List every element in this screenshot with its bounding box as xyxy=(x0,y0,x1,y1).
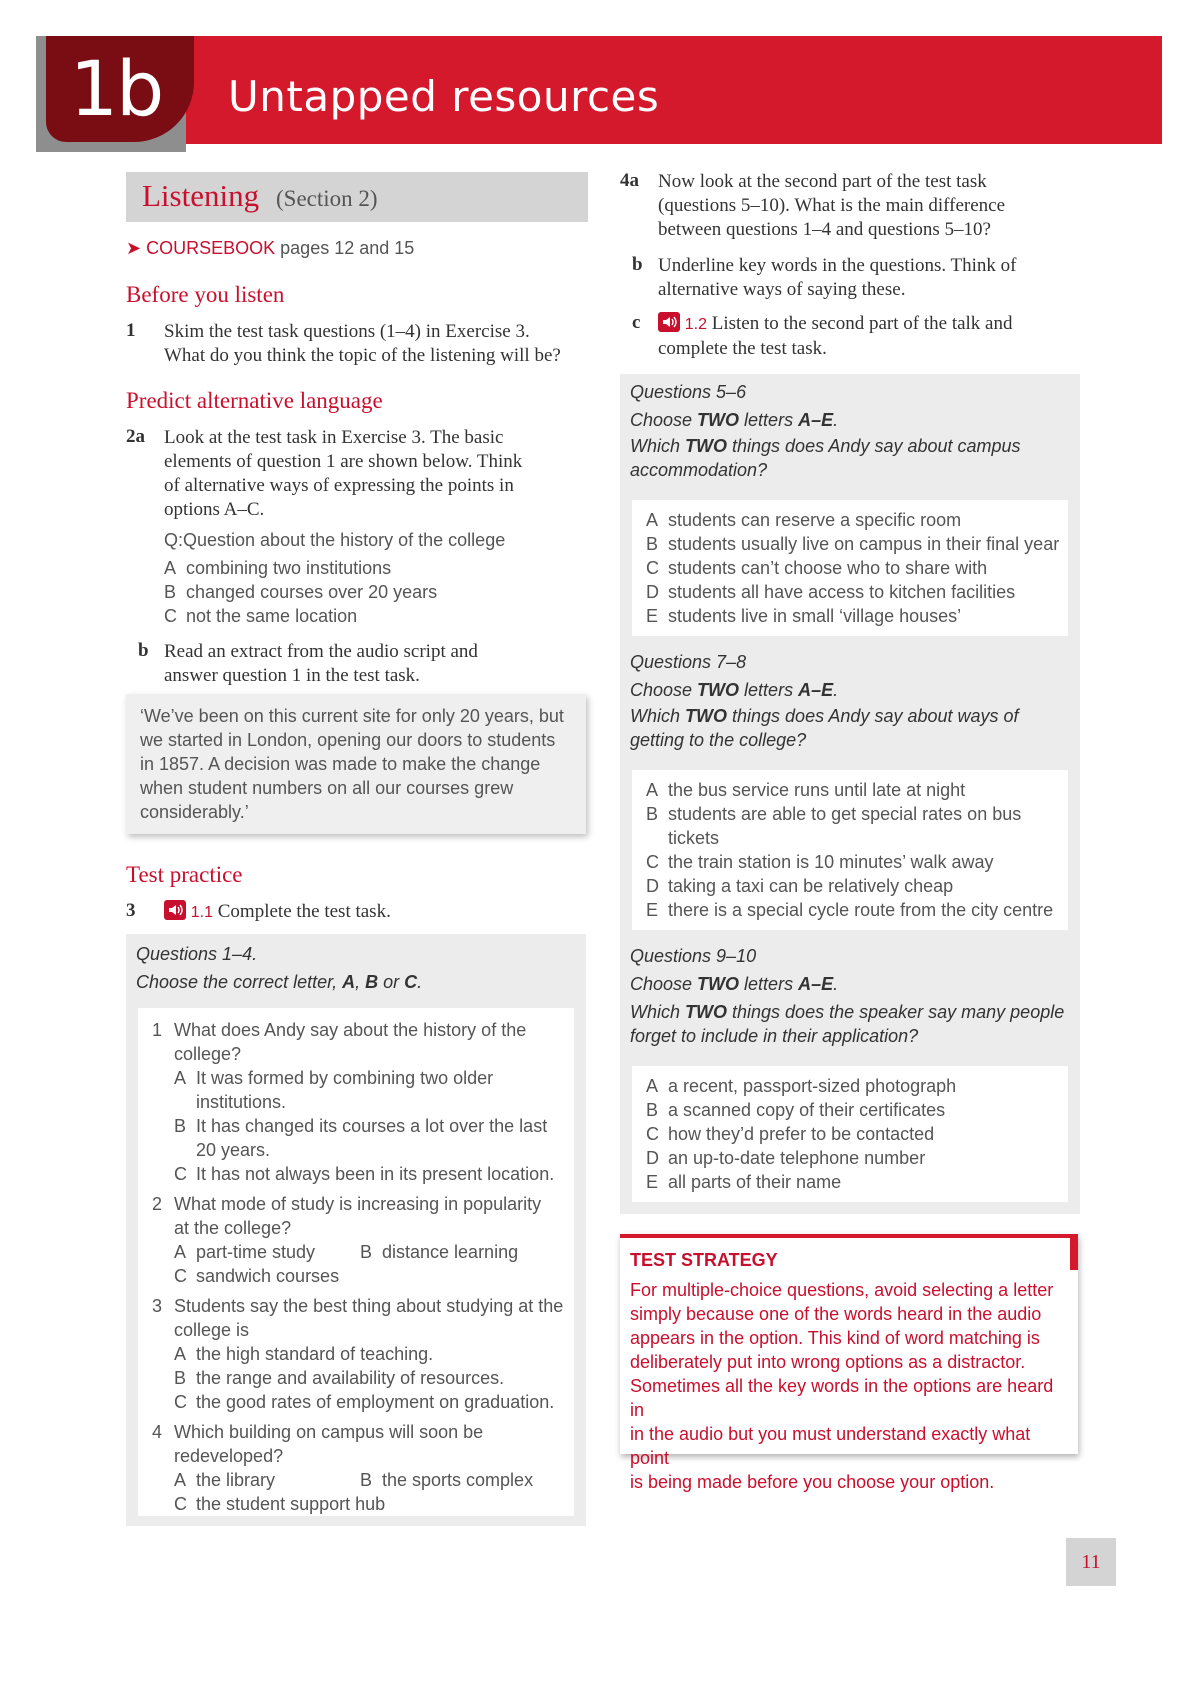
arrow-icon: ➤ xyxy=(126,238,142,258)
question-text: at the college? xyxy=(174,1218,292,1238)
text: . xyxy=(417,972,423,992)
option xyxy=(646,778,965,802)
option-letter: A xyxy=(646,780,659,800)
letter: A xyxy=(342,972,356,992)
question-prompt: Q:Question about the history of the college xyxy=(164,530,506,550)
question-text: redeveloped? xyxy=(174,1446,284,1466)
text: . xyxy=(833,974,839,994)
option-text: distance learning xyxy=(382,1242,519,1262)
option-text: students can’t choose who to share with xyxy=(668,558,988,578)
option-text: a scanned copy of their certificates xyxy=(668,1100,946,1120)
option xyxy=(646,1170,841,1194)
heading-test-practice: Test practice xyxy=(126,862,243,887)
text: . xyxy=(833,410,839,430)
unit-badge xyxy=(46,36,194,142)
options-5-6-box xyxy=(632,500,1068,636)
option-letter: B xyxy=(174,1116,187,1136)
line: considerably.’ xyxy=(140,802,249,822)
question-text: college is xyxy=(174,1320,250,1340)
extract-text xyxy=(140,704,580,824)
option-text: sandwich courses xyxy=(196,1266,340,1286)
questions-instruction xyxy=(136,968,422,996)
option-letter: C xyxy=(174,1494,187,1514)
option xyxy=(646,1098,945,1122)
questions-prompt xyxy=(630,1000,1064,1048)
option-text: the high standard of teaching. xyxy=(196,1344,434,1364)
text: or xyxy=(378,972,405,992)
line: accommodation? xyxy=(630,460,768,480)
emphasis: TWO xyxy=(697,974,740,994)
strategy-text xyxy=(630,1278,1070,1494)
text: . xyxy=(833,680,839,700)
option-text: the bus service runs until late at night xyxy=(668,780,966,800)
line xyxy=(630,434,1021,458)
option-letter: A xyxy=(646,510,659,530)
questions-heading: Questions 7–8 xyxy=(630,652,747,672)
option-letter: E xyxy=(646,606,659,626)
line: Look at the test task in Exercise 3. The basic xyxy=(164,427,504,448)
option-text: tickets xyxy=(668,828,720,848)
option-text: the train station is 10 minutes’ walk away xyxy=(668,852,994,872)
questions-instruction xyxy=(630,970,838,998)
emphasis: A–E xyxy=(798,680,834,700)
line: getting to the college? xyxy=(630,730,807,750)
option-text: the good rates of employment on graduation. xyxy=(196,1392,555,1412)
option-text: It was formed by combining two older xyxy=(196,1068,494,1088)
line: in 1857. A decision was made to make the change xyxy=(140,754,541,774)
option-letter: B xyxy=(174,1368,187,1388)
exercise-number: 2a xyxy=(126,426,145,447)
line: of alternative ways of expressing the points in xyxy=(164,475,514,496)
option-letter: C xyxy=(174,1164,187,1184)
option-letter: A xyxy=(174,1068,187,1088)
exercise-4b-text xyxy=(658,254,1017,302)
exercise-number: 1 xyxy=(126,320,136,341)
option-letter: A xyxy=(174,1242,187,1262)
line xyxy=(630,1000,1064,1024)
audio-track-number[interactable]: 1.2 xyxy=(684,316,707,333)
questions-1-4-panel xyxy=(126,934,586,1526)
page-title: Untapped resources xyxy=(228,72,660,121)
option-text: part-time study xyxy=(196,1242,316,1262)
option-letter: B xyxy=(646,804,659,824)
emphasis: TWO xyxy=(685,436,728,456)
text: things does the speaker say many people xyxy=(727,1002,1065,1022)
option-text: 20 years. xyxy=(196,1140,271,1160)
line: appears in the option. This kind of word matching is xyxy=(630,1328,1040,1348)
line: (questions 5–10). What is the main difference xyxy=(658,195,1006,216)
line: alternative ways of saying these. xyxy=(658,279,906,300)
text: Choose xyxy=(630,974,698,994)
option-letter: C xyxy=(646,1124,659,1144)
option xyxy=(646,898,1053,922)
line: in the audio but you must understand exactly what point xyxy=(630,1424,1031,1468)
option-text: there is a special cycle route from the city centre xyxy=(668,900,1054,920)
option-letter: B xyxy=(164,582,177,602)
option-text: combining two institutions xyxy=(186,558,392,578)
line xyxy=(658,312,1013,337)
option-text: taking a taxi can be relatively cheap xyxy=(668,876,954,896)
emphasis: A–E xyxy=(798,974,834,994)
option xyxy=(646,802,1021,826)
option xyxy=(646,580,1015,604)
audio-speaker-icon[interactable] xyxy=(658,312,680,332)
exercise-number: 3 xyxy=(126,900,136,921)
text: letters xyxy=(739,410,799,430)
text: letters xyxy=(739,974,799,994)
option-text: students live in small ‘village houses’ xyxy=(668,606,962,626)
heading-before-you-listen: Before you listen xyxy=(126,282,285,307)
option-text: students are able to get special rates on bus xyxy=(668,804,1022,824)
instruction-text: Complete the test task. xyxy=(217,901,391,922)
questions-instruction xyxy=(630,406,838,434)
option-text: institutions. xyxy=(196,1092,287,1112)
line: Underline key words in the questions. Think of xyxy=(658,255,1017,276)
line: Now look at the second part of the test task xyxy=(658,171,987,192)
questions-heading: Questions 5–6 xyxy=(630,382,747,402)
questions-instruction xyxy=(630,676,838,704)
text: Which xyxy=(630,1002,686,1022)
exercise-2b-text xyxy=(164,640,478,688)
option-letter: C xyxy=(646,558,659,578)
line: between questions 1–4 and questions 5–10? xyxy=(658,219,991,240)
option-text: the student support hub xyxy=(196,1494,386,1514)
option xyxy=(646,508,961,532)
option-text: It has not always been in its present location. xyxy=(196,1164,555,1184)
line: complete the test task. xyxy=(658,338,827,359)
option xyxy=(646,1074,956,1098)
questions-prompt xyxy=(630,434,1021,482)
exercise-2a-text xyxy=(164,426,522,522)
line xyxy=(630,704,1019,728)
option-list xyxy=(164,556,437,628)
line: For multiple-choice questions, avoid selecting a letter xyxy=(630,1280,1054,1300)
exercise-4c-text xyxy=(658,312,1013,361)
emphasis: TWO xyxy=(685,706,728,726)
question-text: What does Andy say about the history of the xyxy=(174,1020,527,1040)
test-strategy-box xyxy=(620,1234,1078,1492)
option-text: changed courses over 20 years xyxy=(186,582,438,602)
option xyxy=(646,1122,934,1146)
option-letter: B xyxy=(360,1242,373,1262)
options-9-10-box xyxy=(632,1066,1068,1202)
option-letter: B xyxy=(646,1100,659,1120)
line: forget to include in their application? xyxy=(630,1026,919,1046)
option-text: the library xyxy=(196,1470,276,1490)
text: Choose the correct letter, xyxy=(136,972,343,992)
unit-number: 1b xyxy=(69,44,163,133)
line: deliberately put into wrong options as a distractor. xyxy=(630,1352,1026,1372)
option xyxy=(646,850,994,874)
option-letter: A xyxy=(174,1470,187,1490)
questions-heading: Questions 1–4. xyxy=(136,944,258,964)
option-letter: E xyxy=(646,900,659,920)
option-letter: A xyxy=(174,1344,187,1364)
emphasis: TWO xyxy=(697,410,740,430)
option xyxy=(164,580,437,604)
heading-predict-alternative-language: Predict alternative language xyxy=(126,388,383,413)
questions-prompt xyxy=(630,704,1019,752)
line: Skim the test task questions (1–4) in Exercise 3. xyxy=(164,321,530,342)
text: , xyxy=(355,972,366,992)
section-banner xyxy=(126,172,588,222)
line: when student numbers on all our courses grew xyxy=(140,778,514,798)
letter: B xyxy=(365,972,379,992)
coursebook-pages: pages 12 and 15 xyxy=(280,238,415,258)
option xyxy=(164,604,437,628)
coursebook-link[interactable]: COURSEBOOK xyxy=(146,238,276,258)
line: options A–C. xyxy=(164,499,265,520)
option-text: students usually live on campus in their final year xyxy=(668,534,1060,554)
question-number: 4 xyxy=(152,1422,163,1442)
option xyxy=(164,556,437,580)
question-number: 2 xyxy=(152,1194,163,1214)
option-letter: C xyxy=(164,606,177,626)
option-letter: C xyxy=(174,1266,187,1286)
option-letter: C xyxy=(174,1392,187,1412)
exercise-number: 4a xyxy=(620,170,639,191)
text: Choose xyxy=(630,410,698,430)
option-text: It has changed its courses a lot over the last xyxy=(196,1116,548,1136)
option-text: students all have access to kitchen facilities xyxy=(668,582,1016,602)
line: simply because one of the words heard in the audio xyxy=(630,1304,1042,1324)
option xyxy=(646,1146,925,1170)
exercise-letter: b xyxy=(138,640,149,661)
question-number: 3 xyxy=(152,1296,163,1316)
question-text: Students say the best thing about studying at the xyxy=(174,1296,564,1316)
strategy-tab-accent xyxy=(1070,1234,1078,1270)
line: Sometimes all the key words in the options are heard in xyxy=(630,1376,1054,1420)
questions-heading: Questions 9–10 xyxy=(630,946,757,966)
emphasis: A–E xyxy=(798,410,834,430)
text: Which xyxy=(630,436,686,456)
strategy-heading: TEST STRATEGY xyxy=(630,1250,778,1270)
text: Which xyxy=(630,706,686,726)
question-text: college? xyxy=(174,1044,242,1064)
line: Read an extract from the audio script and xyxy=(164,641,478,662)
question-text: Which building on campus will soon be xyxy=(174,1422,484,1442)
page-number: 11 xyxy=(1066,1538,1116,1586)
line: elements of question 1 are shown below. Think xyxy=(164,451,523,472)
exercise-letter: c xyxy=(632,312,641,333)
instruction-text: Listen to the second part of the talk and xyxy=(711,313,1013,334)
audio-track-number[interactable]: 1.1 xyxy=(190,904,213,921)
emphasis: TWO xyxy=(697,680,740,700)
option-text: the sports complex xyxy=(382,1470,534,1490)
option-text: all parts of their name xyxy=(668,1172,842,1192)
audio-script-extract xyxy=(126,694,586,834)
option xyxy=(646,532,1059,556)
options-7-8-box xyxy=(632,770,1068,930)
question-text: What mode of study is increasing in popularity xyxy=(174,1194,542,1214)
exercise-4a-text xyxy=(658,170,1005,242)
exercise-3-instruction xyxy=(164,900,391,925)
option-letter: C xyxy=(646,852,659,872)
coursebook-reference xyxy=(126,238,414,259)
exercise-letter: b xyxy=(632,254,643,275)
option-letter: D xyxy=(646,582,659,602)
emphasis: TWO xyxy=(685,1002,728,1022)
option xyxy=(646,604,961,628)
line: What do you think the topic of the listening will be? xyxy=(164,345,561,366)
option-letter: D xyxy=(646,876,659,896)
option-text: not the same location xyxy=(186,606,358,626)
option-text: students can reserve a specific room xyxy=(668,510,962,530)
option-text: how they’d prefer to be contacted xyxy=(668,1124,935,1144)
text: Choose xyxy=(630,680,698,700)
option-text: an up-to-date telephone number xyxy=(668,1148,926,1168)
letter: C xyxy=(404,972,418,992)
audio-speaker-icon[interactable] xyxy=(164,900,186,920)
question-number: 1 xyxy=(152,1020,163,1040)
option-letter: B xyxy=(646,534,659,554)
line: is being made before you choose your option. xyxy=(630,1472,995,1492)
option-letter: D xyxy=(646,1148,659,1168)
exercise-1-text xyxy=(164,320,561,368)
option-text: the range and availability of resources. xyxy=(196,1368,505,1388)
questions-1-4-box xyxy=(138,1008,574,1516)
text: things does Andy say about ways of xyxy=(727,706,1019,726)
line: we started in London, opening our doors to students xyxy=(140,730,556,750)
option xyxy=(646,556,987,580)
option-letter: E xyxy=(646,1172,659,1192)
text: letters xyxy=(739,680,799,700)
line: answer question 1 in the test task. xyxy=(164,665,420,686)
option xyxy=(646,874,953,898)
option-letter: B xyxy=(360,1470,373,1490)
option-text: a recent, passport-sized photograph xyxy=(668,1076,957,1096)
text: things does Andy say about campus xyxy=(727,436,1021,456)
line: ‘We’ve been on this current site for only 20 years, but xyxy=(140,706,564,726)
section-title: Listening xyxy=(142,178,260,213)
option-letter: A xyxy=(164,558,177,578)
option-letter: A xyxy=(646,1076,659,1096)
section-subtitle: (Section 2) xyxy=(276,186,378,211)
